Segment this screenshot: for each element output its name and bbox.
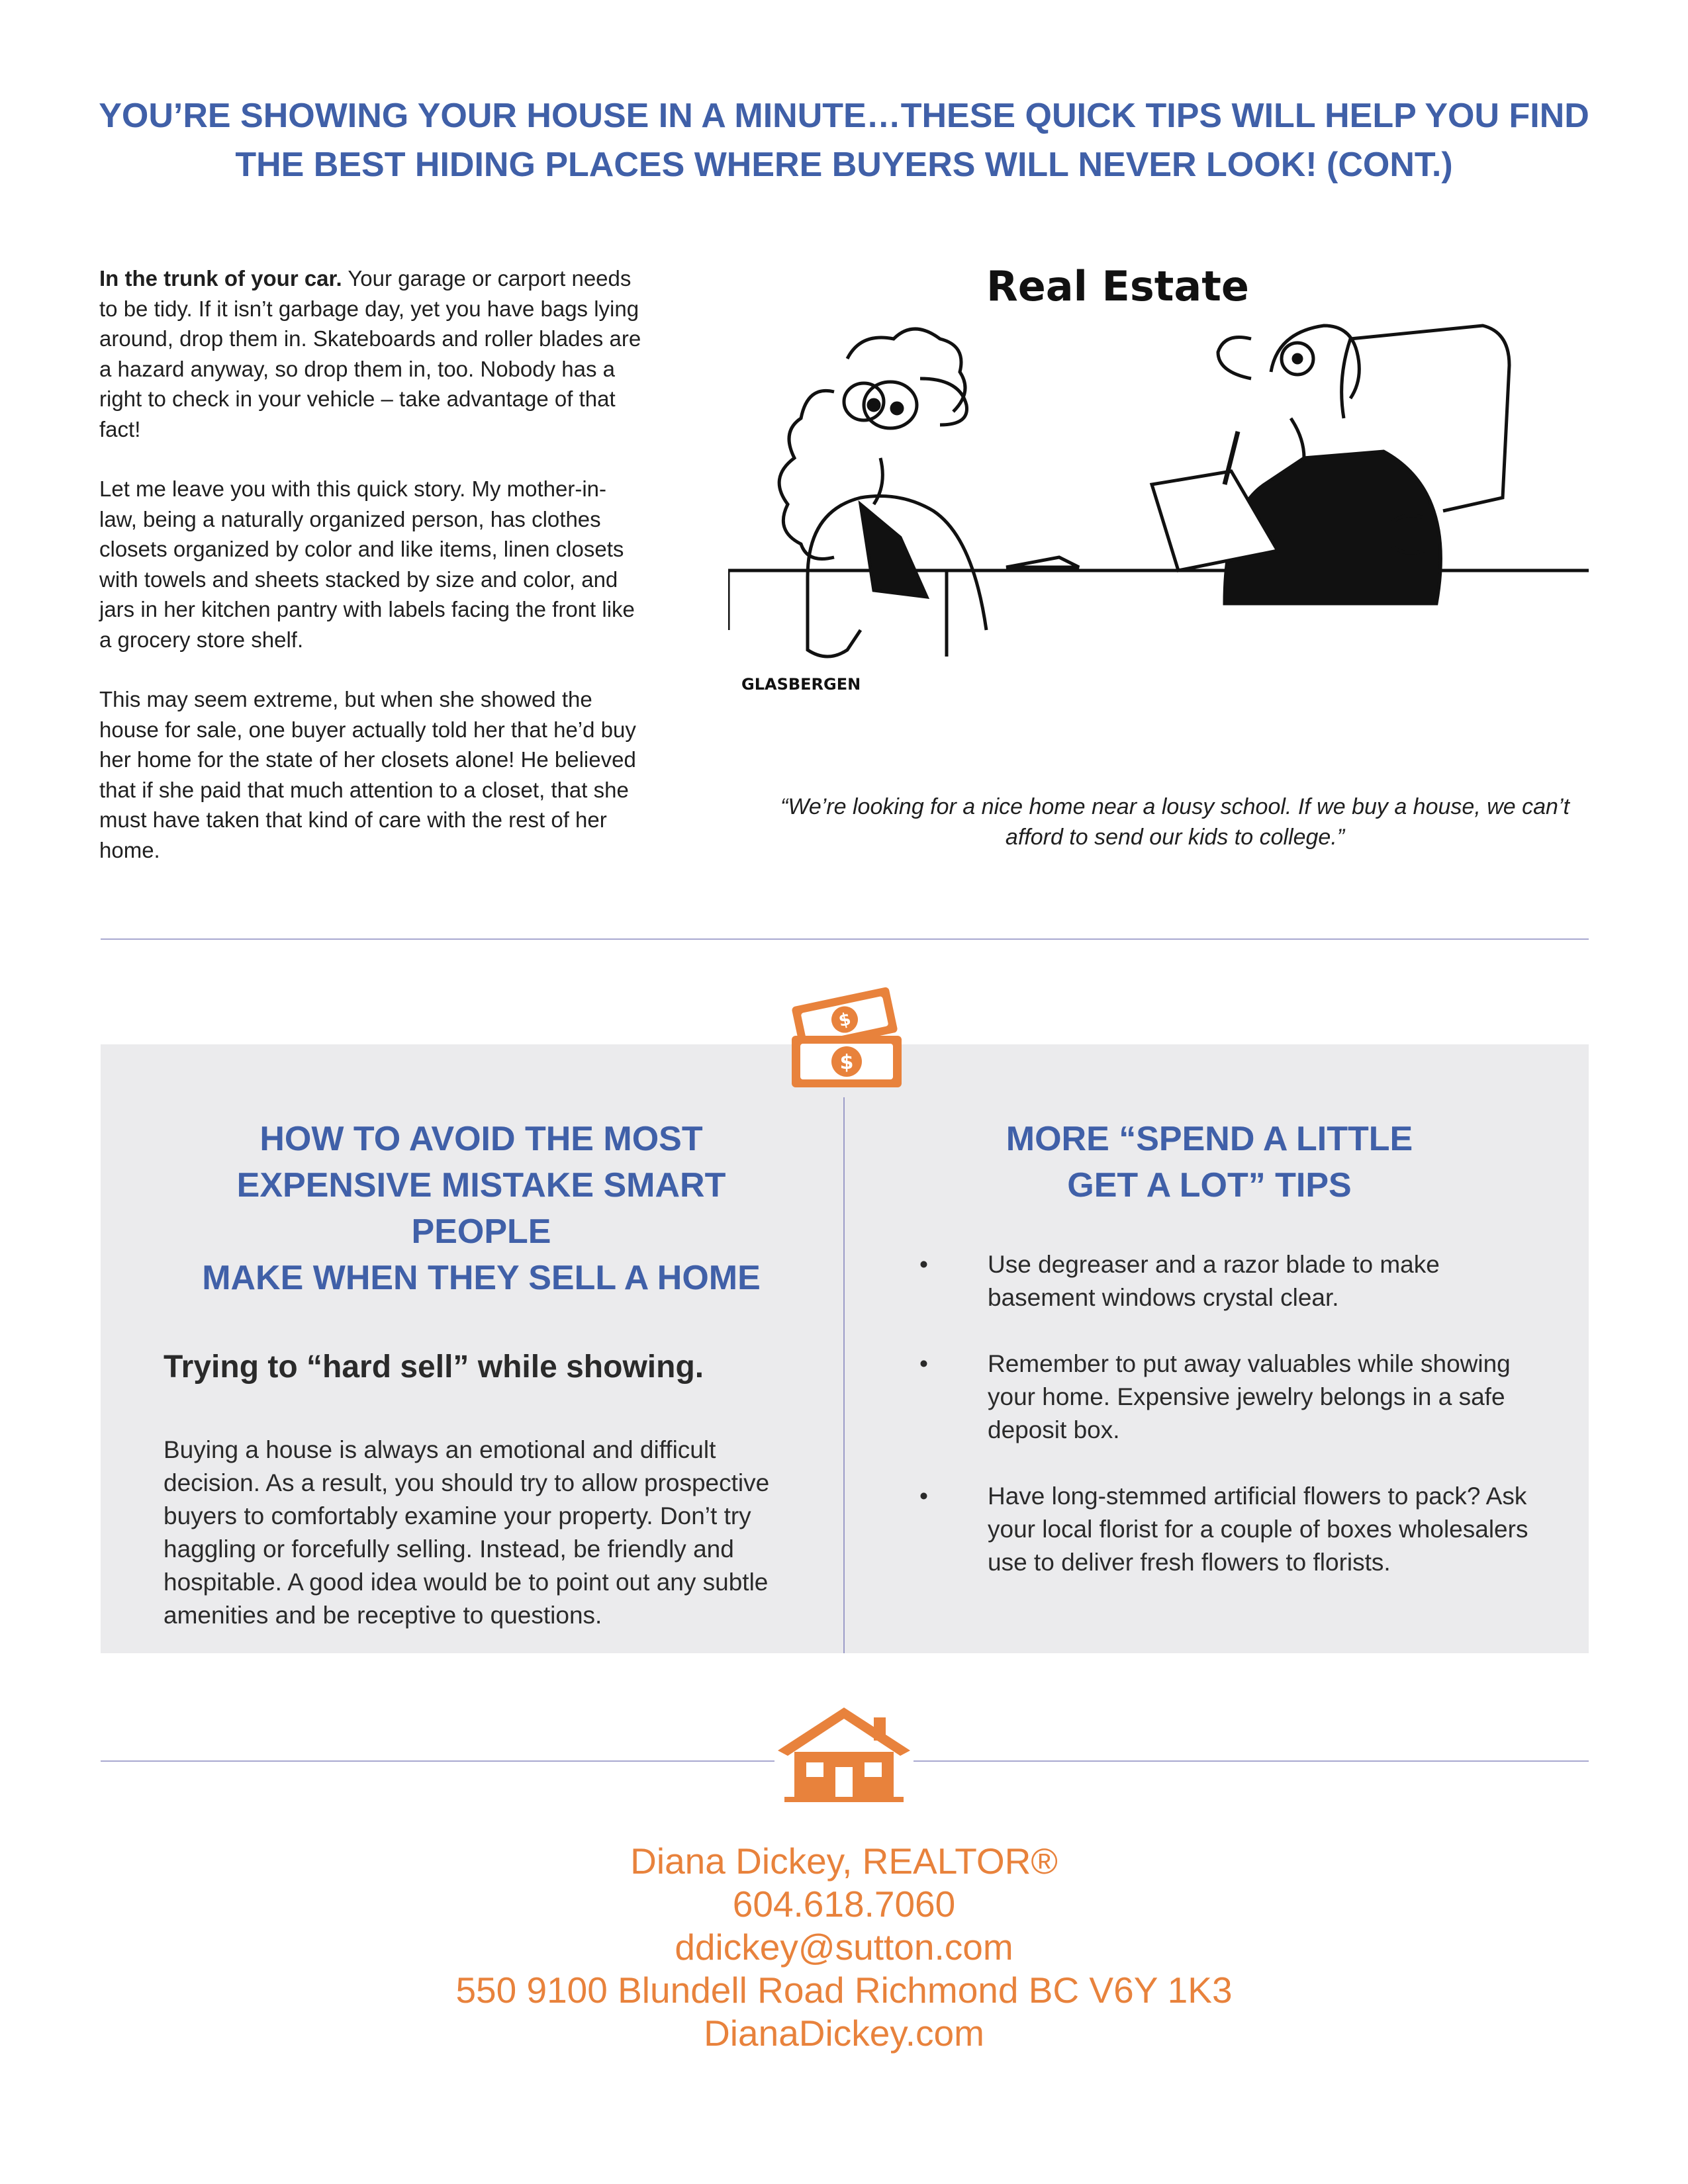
man-figure bbox=[1152, 326, 1509, 604]
email-link[interactable]: ddickey@sutton.com bbox=[675, 1927, 1013, 1968]
tips-list bbox=[878, 1248, 1540, 1579]
divider-top bbox=[101, 938, 1589, 940]
tip-text: Use degreaser and a razor blade to make basement windows crystal clear. bbox=[988, 1251, 1440, 1311]
headline-line-1: YOU’RE SHOWING YOUR HOUSE IN A MINUTE…THESE QUICK TIPS WILL HELP YOU FIND bbox=[99, 97, 1589, 135]
office-address: 550 9100 Blundell Road Richmond BC V6Y 1K3 bbox=[455, 1970, 1233, 2011]
heading-line: MAKE WHEN THEY SELL A HOME bbox=[202, 1259, 761, 1297]
panel-left-body: Buying a house is always an emotional and difficult decision. As a result, you should try to allow prospective buyers to comfortably examine your property. Don’t try haggling or forcefully selling. Instead, be friendly and hospitable. A good idea would be to point out any subtle amenities and be receptive to questions. bbox=[164, 1436, 770, 1629]
list-item bbox=[878, 1347, 1540, 1447]
heading-line: GET A LOT” TIPS bbox=[1067, 1166, 1352, 1205]
bullet: • bbox=[919, 1251, 928, 1278]
paragraph-closets: This may seem extreme, but when she showed the house for sale, one buyer actually told her that he’d buy her home for the state of her closets alone! He believed that if she paid that much attention to a closet, that she must have taken that kind of care with the rest of her home. bbox=[99, 687, 636, 862]
panel-left-heading bbox=[164, 1116, 799, 1301]
woman-figure bbox=[779, 329, 986, 657]
tips-panel bbox=[101, 1044, 1589, 1653]
panel-left-subheading: Trying to “hard sell” while showing. bbox=[164, 1349, 704, 1385]
cartoon-illustration bbox=[728, 259, 1589, 736]
svg-text:$: $ bbox=[839, 1051, 854, 1074]
page-headline bbox=[79, 91, 1609, 189]
realtor-name: Diana Dickey, REALTOR® bbox=[630, 1841, 1058, 1882]
cartoon-signature: GLASBERGEN bbox=[741, 675, 861, 694]
desk bbox=[728, 557, 1589, 657]
website-link[interactable]: DianaDickey.com bbox=[704, 2013, 984, 2054]
panel-divider bbox=[843, 1097, 845, 1653]
contact-block bbox=[199, 1840, 1489, 2055]
panel-right-heading bbox=[878, 1116, 1540, 1208]
heading-line: HOW TO AVOID THE MOST bbox=[259, 1120, 703, 1158]
list-item bbox=[878, 1248, 1540, 1314]
tip-text: Remember to put away valuables while showing your home. Expensive jewelry belongs in a safe deposit box. bbox=[988, 1350, 1511, 1443]
paragraph-trunk bbox=[99, 263, 642, 444]
paragraph-story: Let me leave you with this quick story. My mother-in-law, being a naturally organized person, has clothes closets organized by color and like items, linen closets with towels and sheets stacked by size and color, and jars in her kitchen pantry with labels facing the front like a grocery store shelf. bbox=[99, 477, 635, 652]
heading-line: MORE “SPEND A LITTLE bbox=[1006, 1120, 1413, 1158]
paragraph-lead: In the trunk of your car. bbox=[99, 266, 342, 291]
headline-line-2: THE BEST HIDING PLACES WHERE BUYERS WILL NEVER LOOK! (CONT.) bbox=[235, 146, 1453, 184]
panel-right bbox=[878, 1116, 1540, 1612]
house-icon bbox=[774, 1704, 914, 1802]
svg-text:$: $ bbox=[837, 1009, 853, 1032]
cartoon-title: Real Estate bbox=[986, 262, 1249, 310]
panel-left bbox=[164, 1116, 799, 1632]
money-icon bbox=[784, 976, 910, 1102]
left-column bbox=[99, 263, 642, 895]
list-item bbox=[878, 1480, 1540, 1579]
bullet: • bbox=[919, 1350, 928, 1377]
cartoon-caption: “We’re looking for a nice home near a lousy school. If we buy a house, we can’t afford to send our kids to college.” bbox=[780, 794, 1570, 850]
bullet: • bbox=[919, 1482, 928, 1510]
phone-number[interactable]: 604.618.7060 bbox=[732, 1884, 956, 1925]
paragraph-trunk-body: Your garage or carport needs to be tidy. If it isn’t garbage day, yet you have bags lying around, drop them in. Skateboards and roller blades are a hazard anyway, so drop them in, too. Nobody has a right to check in your vehicle – take advantage of that fact! bbox=[99, 266, 641, 441]
tip-text: Have long-stemmed artificial flowers to pack? Ask your local florist for a couple of boxes wholesalers use to deliver fresh flowers to florists. bbox=[988, 1482, 1528, 1576]
heading-line: EXPENSIVE MISTAKE SMART PEOPLE bbox=[236, 1166, 726, 1251]
